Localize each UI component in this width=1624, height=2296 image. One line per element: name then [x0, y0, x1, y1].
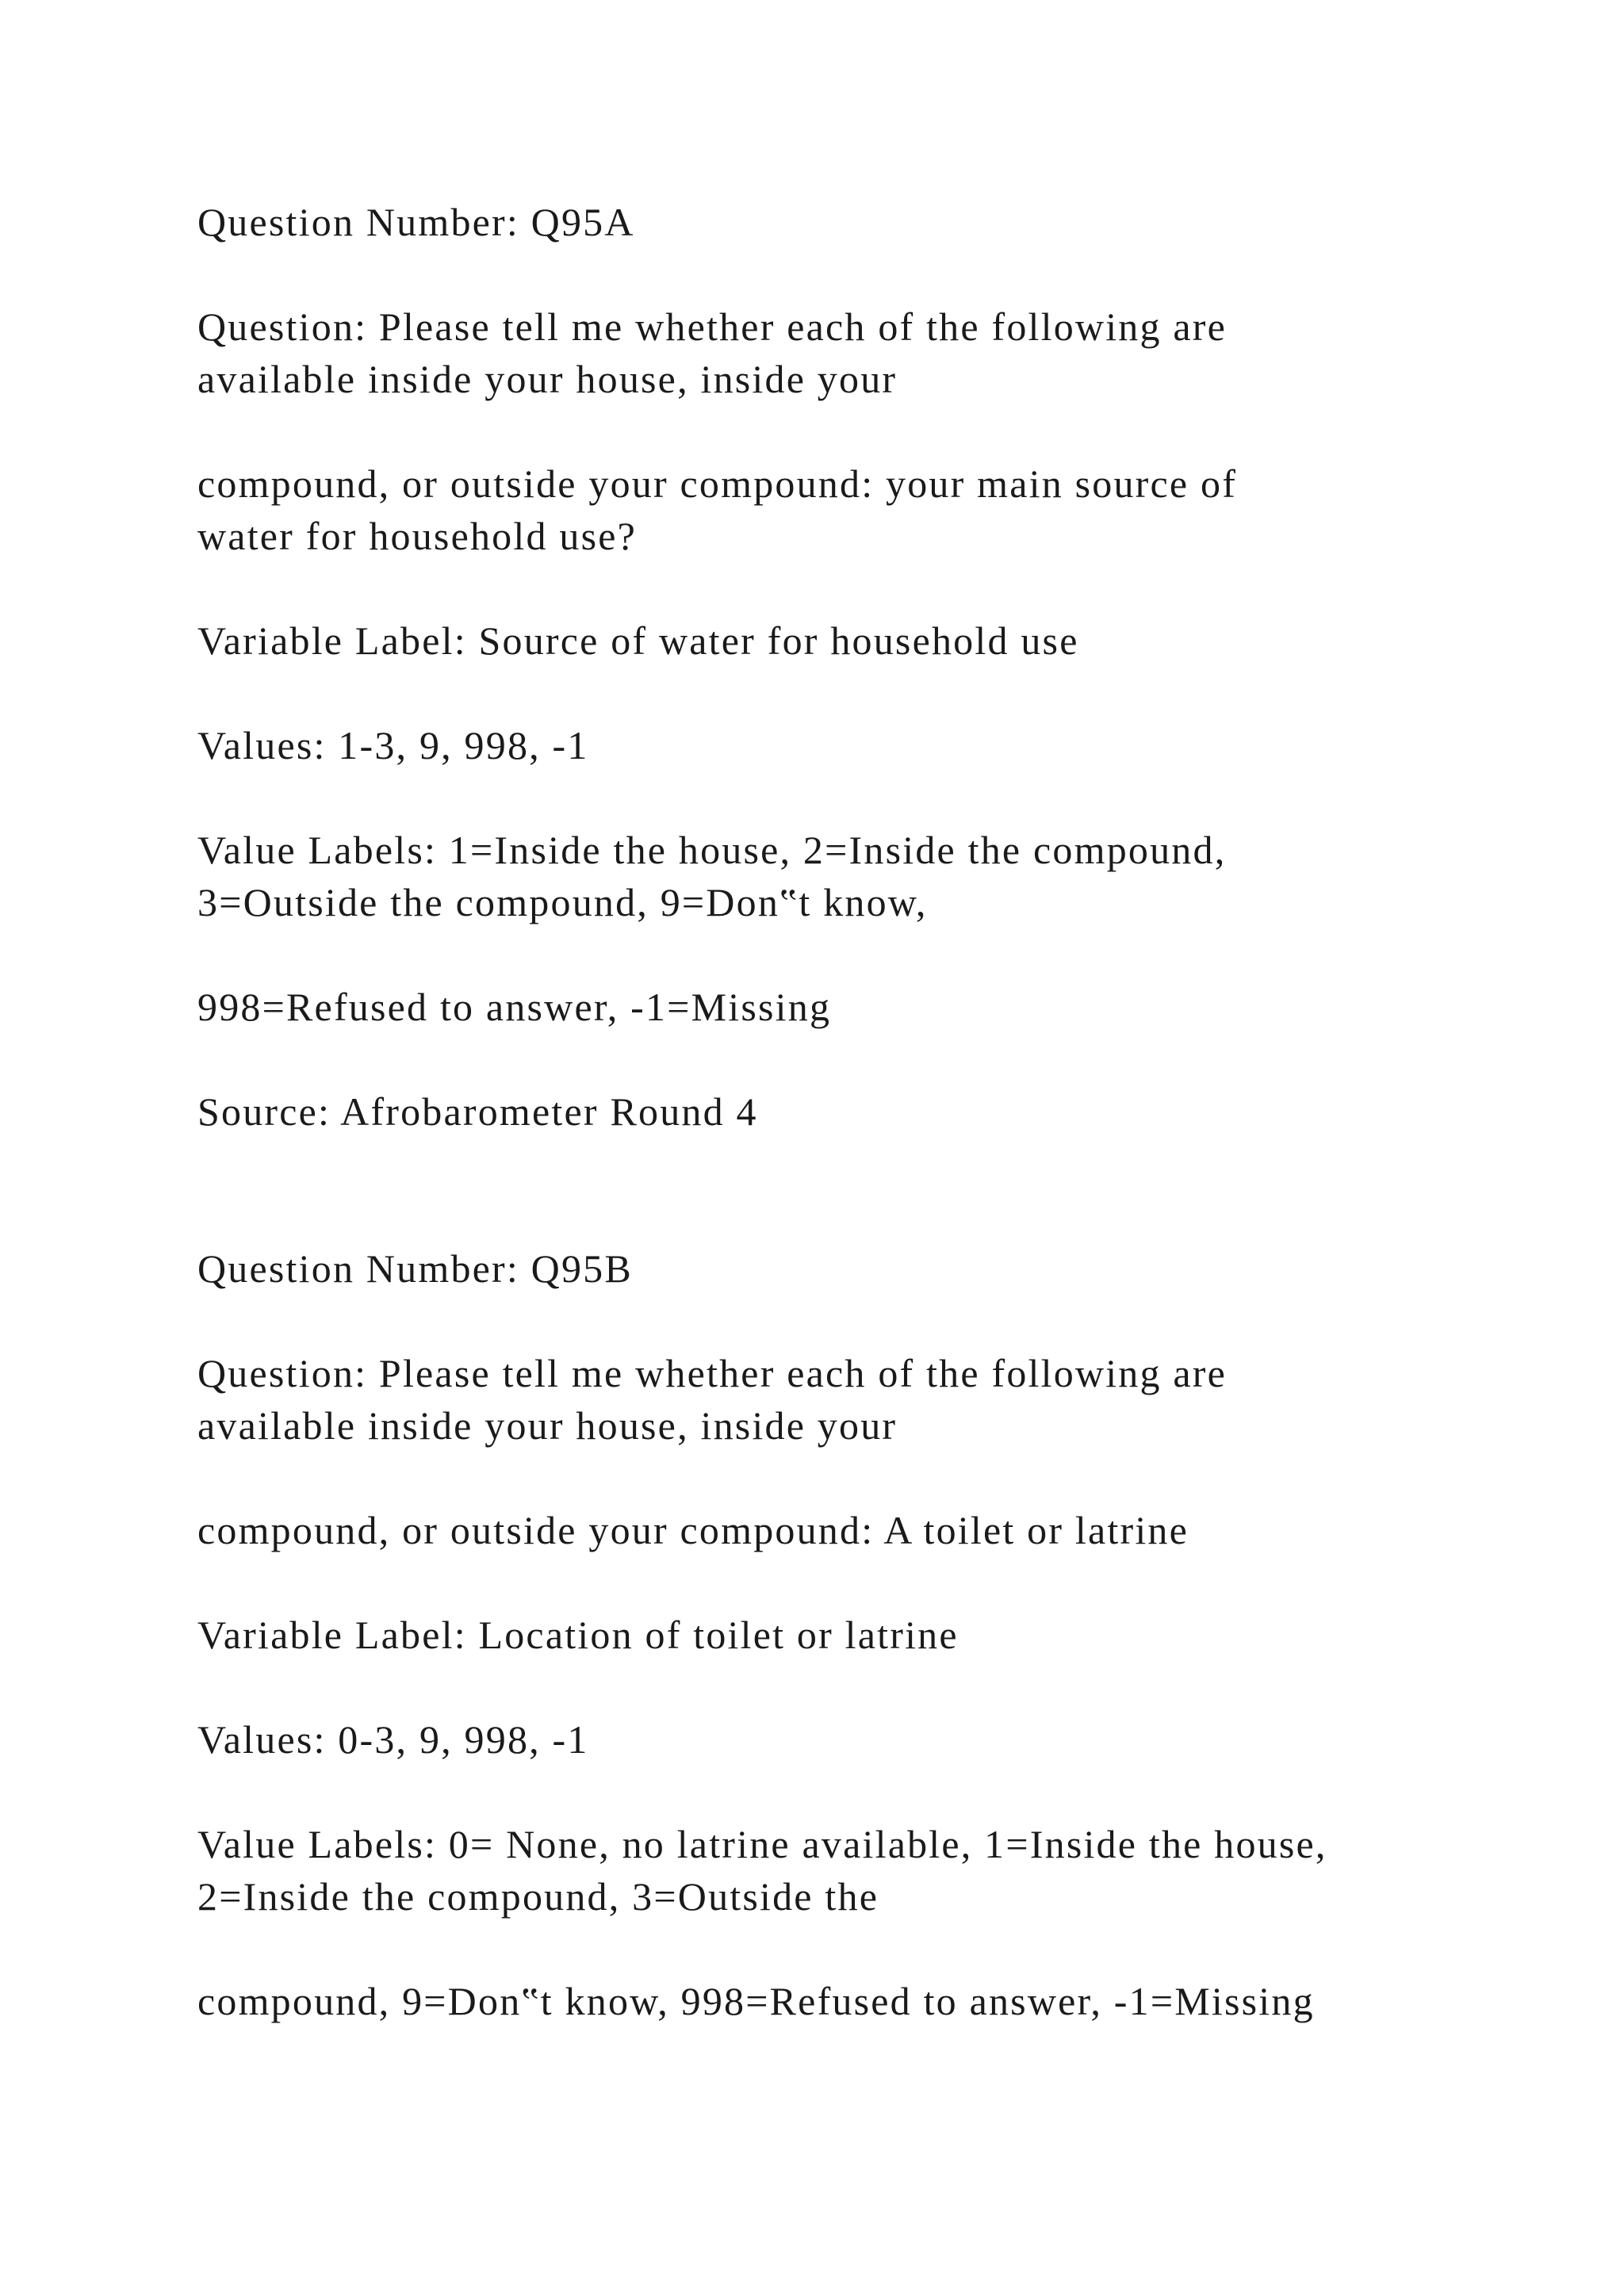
question-text-line: Question: Please tell me whether each of the following are — [197, 1351, 1228, 1395]
value-labels-line: 998=Refused to answer, -1=Missing — [197, 985, 832, 1029]
question-text-line: available inside your house, inside your — [197, 357, 898, 401]
value-labels-line: compound, 9=Don‟t know, 998=Refused to answer, -1=Missing — [197, 1979, 1315, 2023]
question-text-line: compound, or outside your compound: A toilet or latrine — [197, 1508, 1189, 1552]
value-labels-line: Value Labels: 0= None, no latrine available, 1=Inside the house, — [197, 1822, 1327, 1866]
question-number: Question Number: Q95A — [197, 200, 635, 244]
values: Values: 1-3, 9, 998, -1 — [197, 723, 589, 767]
question-number: Question Number: Q95B — [197, 1246, 633, 1291]
variable-label: Variable Label: Location of toilet or latrine — [197, 1613, 959, 1657]
question-text-line: water for household use? — [197, 514, 638, 558]
question-text-line: compound, or outside your compound: your main source of — [197, 461, 1238, 506]
variable-label: Variable Label: Source of water for household use — [197, 618, 1079, 663]
values: Values: 0-3, 9, 998, -1 — [197, 1717, 589, 1762]
source: Source: Afrobarometer Round 4 — [197, 1089, 758, 1134]
value-labels-line: Value Labels: 1=Inside the house, 2=Inside the compound, — [197, 828, 1227, 872]
question-text-line: available inside your house, inside your — [197, 1403, 898, 1448]
value-labels-line: 3=Outside the compound, 9=Don‟t know, — [197, 880, 928, 924]
value-labels-line: 2=Inside the compound, 3=Outside the — [197, 1874, 879, 1919]
question-text-line: Question: Please tell me whether each of the following are — [197, 304, 1228, 349]
